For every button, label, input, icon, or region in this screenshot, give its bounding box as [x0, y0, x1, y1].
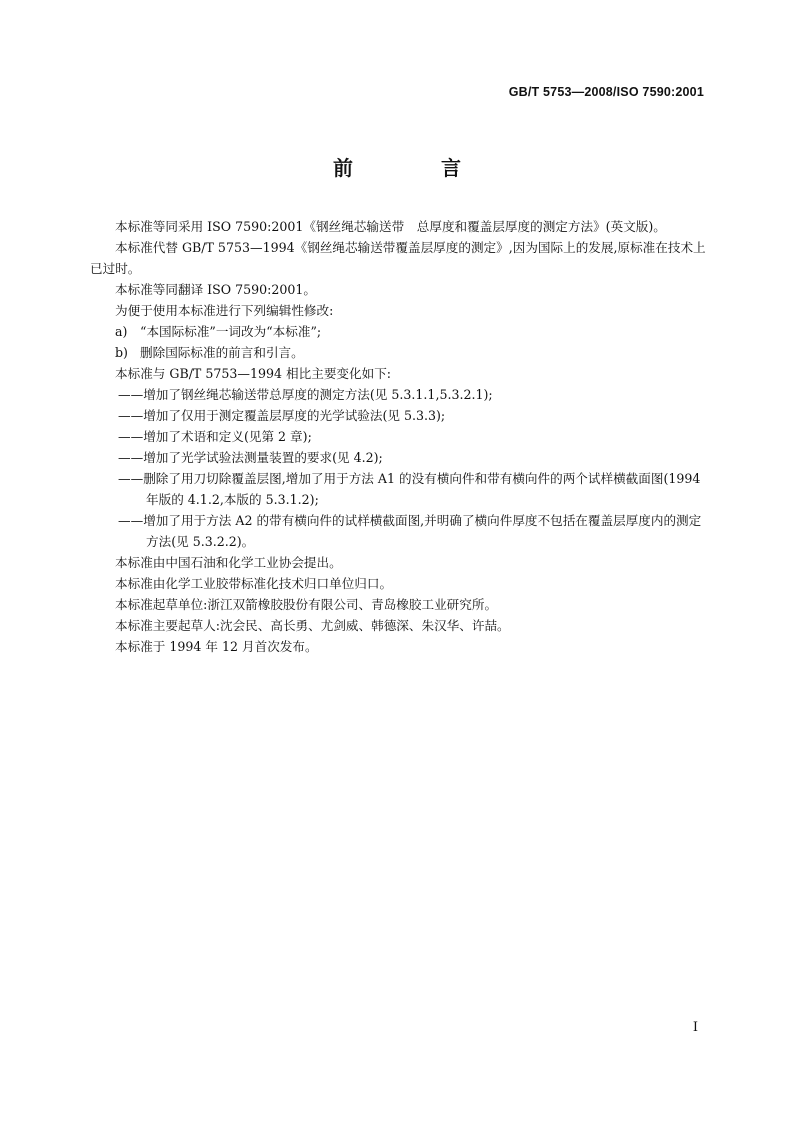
paragraph-drafters: 本标准主要起草人:沈会民、高长勇、尤剑威、韩德深、朱汉华、许喆。	[115, 618, 510, 633]
list-marker: b)	[115, 345, 128, 360]
change-item: ——增加了仅用于测定覆盖层厚度的光学试验法(见 5.3.3);	[118, 408, 446, 423]
change-item: ——增加了用于方法 A2 的带有横向件的试样横截面图,并明确了横向件厚度不包括在覆盖层厚度内的测定方法(见 5.3.2.2)。	[118, 513, 702, 549]
paragraph-replacement: 本标准代替 GB/T 5753—1994《钢丝绳芯输送带覆盖层厚度的测定》,因为国际上的发展,原标准在技术上已过时。	[90, 240, 706, 276]
paragraph-editorial-intro: 为便于使用本标准进行下列编辑性修改:	[115, 303, 334, 318]
paragraph-changes-intro: 本标准与 GB/T 5753—1994 相比主要变化如下:	[115, 366, 392, 381]
paragraph-responsible-unit: 本标准由化学工业胶带标准化技术归口单位归口。	[115, 576, 393, 591]
paragraph-proposer: 本标准由中国石油和化学工业协会提出。	[115, 555, 342, 570]
foreword-body	[90, 216, 706, 657]
change-item: ——增加了术语和定义(见第 2 章);	[118, 429, 312, 444]
paragraph-drafting-units: 本标准起草单位:浙江双箭橡胶股份有限公司、青岛橡胶工业研究所。	[115, 597, 498, 612]
change-item: ——删除了用刀切除覆盖层图,增加了用于方法 A1 的没有横向件和带有横向件的两个试样横截面图(1994 年版的 4.1.2,本版的 5.3.1.2);	[118, 471, 701, 507]
change-item: ——增加了光学试验法测量装置的要求(见 4.2);	[118, 450, 383, 465]
list-item-b	[90, 342, 706, 363]
list-marker: a)	[115, 324, 128, 339]
page-title: 前 言	[333, 156, 495, 180]
change-item: ——增加了钢丝绳芯输送带总厚度的测定方法(见 5.3.1.1,5.3.2.1);	[118, 387, 493, 402]
list-item-text: “本国际标准”一词改为“本标准”;	[140, 324, 322, 339]
paragraph-first-release: 本标准于 1994 年 12 月首次发布。	[115, 639, 318, 654]
page-number: I	[692, 1020, 698, 1035]
paragraph-translation: 本标准等同翻译 ISO 7590:2001。	[115, 282, 317, 297]
list-item-text: 删除国际标准的前言和引言。	[140, 345, 304, 360]
standard-number-header: GB/T 5753—2008/ISO 7590:2001	[508, 85, 704, 99]
list-item-a	[90, 321, 706, 342]
paragraph-adoption: 本标准等同采用 ISO 7590:2001《钢丝绳芯输送带 总厚度和覆盖层厚度的测定方法》(英文版)。	[115, 219, 666, 234]
